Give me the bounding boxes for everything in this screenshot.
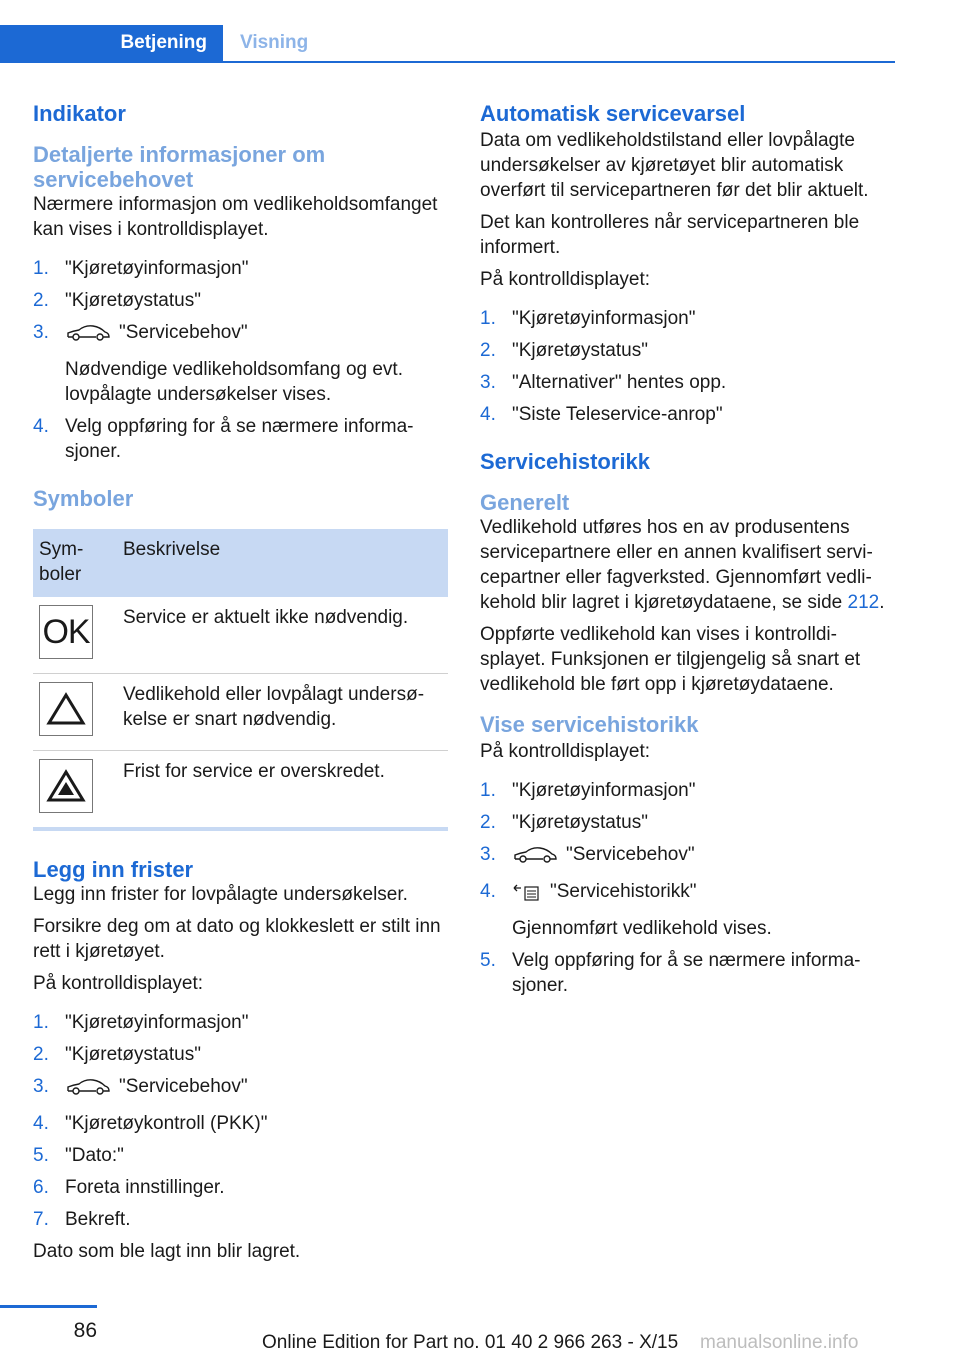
steps-list-4 bbox=[480, 778, 895, 998]
tab-visning[interactable]: Visning bbox=[240, 32, 309, 53]
list-text: "Servicebehov" bbox=[119, 1076, 248, 1097]
paragraph: På kontrolldisplayet: bbox=[33, 973, 204, 994]
paragraph-text: . bbox=[879, 592, 885, 613]
list-text: "Kjøretøykontroll (PKK)" bbox=[65, 1113, 268, 1134]
heading-vise-servicehistorikk: Vise servicehistorikk bbox=[480, 712, 699, 737]
list-number: 3. bbox=[33, 322, 49, 343]
list-text: Velg oppføring for å se nærmere informasjoner. bbox=[512, 950, 861, 996]
paragraph: Oppførte vedlikehold kan vises i kontrolldisplayet. Funksjonen er tilgjengelig så snart et vedlikehold ble ført opp i kjøretøydataene. bbox=[480, 624, 861, 695]
paragraph: Det kan kontrolleres når servicepartneren ble informert. bbox=[480, 212, 860, 258]
overdue-triangle-icon bbox=[39, 759, 93, 813]
list-text: "Servicebehov" bbox=[566, 844, 695, 865]
list-item bbox=[33, 256, 448, 281]
list-number: 3. bbox=[480, 844, 496, 865]
list-number: 3. bbox=[33, 1076, 49, 1097]
paragraph: Dato som ble lagt inn blir lagret. bbox=[33, 1241, 301, 1262]
list-item bbox=[480, 306, 895, 331]
list-item bbox=[33, 1143, 448, 1168]
list-text: Foreta innstillinger. bbox=[65, 1177, 225, 1198]
list-text: "Kjøretøyinformasjon" bbox=[65, 1012, 249, 1033]
list-number: 1. bbox=[480, 308, 496, 329]
symbols-table bbox=[33, 529, 448, 831]
list-number: 6. bbox=[33, 1177, 49, 1198]
page-number: 86 bbox=[73, 1319, 97, 1342]
heading-automatisk-servicevarsel: Automatisk servicevarsel bbox=[480, 101, 746, 126]
list-number: 2. bbox=[33, 290, 49, 311]
list-subtext: Nødvendige vedlikeholdsomfang og evt. lovpålagte undersøkelser vises. bbox=[65, 359, 403, 405]
list-number: 7. bbox=[33, 1209, 49, 1230]
watermark: manualsonline.info bbox=[700, 1332, 859, 1353]
list-number: 4. bbox=[33, 1113, 49, 1134]
table-row bbox=[33, 674, 448, 751]
list-text: "Kjøretøystatus" bbox=[65, 1044, 201, 1065]
list-text: "Kjøretøystatus" bbox=[512, 812, 648, 833]
tab-betjening[interactable]: Betjening bbox=[0, 25, 223, 61]
car-icon bbox=[512, 845, 558, 872]
table-header-row bbox=[33, 529, 448, 597]
list-text: "Servicehistorikk" bbox=[550, 881, 697, 902]
service-history-icon bbox=[512, 882, 542, 909]
list-item bbox=[33, 288, 448, 313]
list-number: 3. bbox=[480, 372, 496, 393]
list-number: 4. bbox=[480, 404, 496, 425]
list-number: 2. bbox=[480, 812, 496, 833]
list-item bbox=[33, 1175, 448, 1200]
heading-indikator: Indikator bbox=[33, 101, 126, 126]
list-item bbox=[33, 414, 448, 464]
list-item bbox=[33, 1074, 448, 1104]
list-item bbox=[480, 370, 895, 395]
warning-triangle-icon bbox=[39, 682, 93, 736]
table-row bbox=[33, 597, 448, 674]
paragraph: På kontrolldisplayet: bbox=[480, 269, 651, 290]
list-number: 1. bbox=[33, 1012, 49, 1033]
list-item bbox=[480, 842, 895, 872]
car-icon bbox=[65, 323, 111, 350]
intro-paragraph: Nærmere informasjon om vedlikeholdsomfanget kan vises i kontrolldisplayet. bbox=[33, 194, 438, 240]
list-item bbox=[33, 1111, 448, 1136]
right-column bbox=[480, 100, 895, 1005]
steps-list-2 bbox=[33, 1010, 448, 1232]
list-text: "Kjøretøyinformasjon" bbox=[512, 308, 696, 329]
car-icon bbox=[65, 1077, 111, 1104]
list-text: "Kjøretøyinformasjon" bbox=[65, 258, 249, 279]
paragraph-text: Vedlikehold utføres hos en av produsentens servicepartnere eller en annen kvalifisert servicepartner eller fagverksted. Gjennomført vedlikehold blir lagret i kjøretøydataene, se side bbox=[480, 517, 873, 613]
table-header-description: Beskrivelse bbox=[117, 529, 448, 597]
paragraph: Data om vedlikeholdstilstand eller lovpålagte undersøkelser av kjøretøyet blir automatisk overført til servicepartneren før det blir aktuelt. bbox=[480, 130, 869, 201]
heading-generelt: Generelt bbox=[480, 490, 570, 515]
list-text: "Siste Teleservice-anrop" bbox=[512, 404, 723, 425]
heading-detaljerte: Detaljerte informasjoner om servicebehovet bbox=[33, 142, 326, 192]
list-item bbox=[480, 948, 895, 998]
footer-edition: Online Edition for Part no. 01 40 2 966 263 - X/15 bbox=[262, 1332, 679, 1353]
list-item bbox=[480, 402, 895, 427]
list-item bbox=[33, 320, 448, 407]
list-item bbox=[33, 1010, 448, 1035]
list-number: 4. bbox=[33, 416, 49, 437]
list-item bbox=[33, 1207, 448, 1232]
header-bar bbox=[0, 25, 895, 63]
list-text: "Kjøretøystatus" bbox=[65, 290, 201, 311]
table-cell-description: Vedlikehold eller lovpålagt undersøkelse er snart nødvendig. bbox=[117, 674, 448, 751]
list-text: "Dato:" bbox=[65, 1145, 124, 1166]
steps-list-1 bbox=[33, 256, 448, 464]
list-item bbox=[480, 810, 895, 835]
list-number: 5. bbox=[480, 950, 496, 971]
paragraph: Legg inn frister for lovpålagte undersøkelser. bbox=[33, 884, 408, 905]
heading-legg-inn-frister: Legg inn frister bbox=[33, 857, 194, 882]
list-item bbox=[33, 1042, 448, 1067]
list-number: 1. bbox=[480, 780, 496, 801]
list-text: "Alternativer" hentes opp. bbox=[512, 372, 727, 393]
list-text: Velg oppføring for å se nærmere informasjoner. bbox=[65, 416, 414, 462]
list-number: 1. bbox=[33, 258, 49, 279]
ok-symbol-icon bbox=[39, 605, 93, 659]
list-text: "Kjøretøyinformasjon" bbox=[512, 780, 696, 801]
page-number-rule bbox=[0, 1305, 97, 1308]
list-text: Bekreft. bbox=[65, 1209, 131, 1230]
list-number: 5. bbox=[33, 1145, 49, 1166]
list-item bbox=[480, 778, 895, 803]
paragraph bbox=[480, 515, 895, 615]
page-link[interactable]: 212 bbox=[847, 592, 880, 613]
list-item bbox=[480, 338, 895, 363]
paragraph: På kontrolldisplayet: bbox=[480, 741, 651, 762]
list-number: 4. bbox=[480, 881, 496, 902]
heading-symboler: Symboler bbox=[33, 486, 134, 511]
list-subtext: Gjennomført vedlikehold vises. bbox=[512, 918, 772, 939]
list-number: 2. bbox=[480, 340, 496, 361]
heading-servicehistorikk: Servicehistorikk bbox=[480, 449, 650, 474]
ok-symbol-text: OK bbox=[42, 612, 90, 651]
list-text: "Kjøretøystatus" bbox=[512, 340, 648, 361]
left-column bbox=[33, 100, 448, 1264]
paragraph: Forsikre deg om at dato og klokkeslett er stilt inn rett i kjøretøyet. bbox=[33, 916, 441, 962]
steps-list-3 bbox=[480, 306, 895, 427]
list-text: "Servicebehov" bbox=[119, 322, 248, 343]
table-header-symbols: Symboler bbox=[33, 529, 117, 597]
table-row bbox=[33, 751, 448, 830]
list-item bbox=[480, 879, 895, 941]
table-cell-description: Frist for service er overskredet. bbox=[117, 751, 448, 830]
list-number: 2. bbox=[33, 1044, 49, 1065]
table-cell-description: Service er aktuelt ikke nødvendig. bbox=[117, 597, 448, 674]
